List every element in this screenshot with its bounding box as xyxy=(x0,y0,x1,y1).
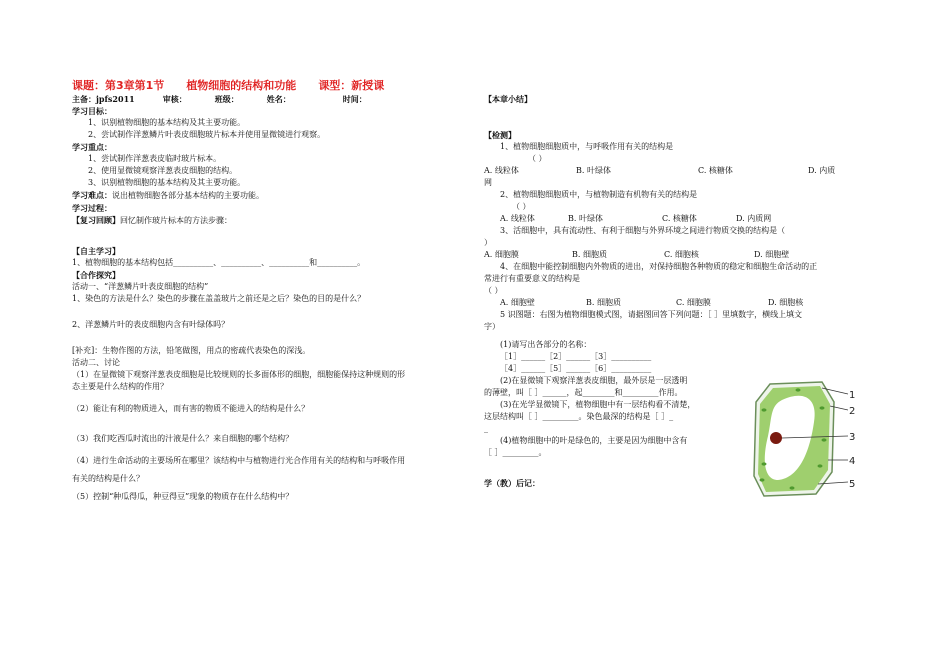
q5-part-2b: 的薄壁，叫［ ］______，起________和_________作用。 xyxy=(484,388,683,397)
q4-option-c: C. 细胞膜 xyxy=(676,298,711,307)
supplement-note: [补充]：生物作图的方法，铅笔做图，用点的密疏代表染色的深浅。 xyxy=(72,346,311,355)
difficulty-heading: 学习难点： xyxy=(72,190,112,200)
discussion-1b: 态主要是什么结构的作用？ xyxy=(72,382,168,391)
q5-part-3c: _ xyxy=(484,424,488,433)
q5-part-1: (1)请写出各部分的名称： xyxy=(500,340,592,349)
left-column xyxy=(72,79,452,503)
key-1: 1、尝试制作洋葱表皮临时玻片标本。 xyxy=(88,154,222,163)
page-title xyxy=(72,79,452,93)
q4-option-d: D. 细胞核 xyxy=(768,298,804,307)
test-heading: 【检测】 xyxy=(484,130,516,140)
discussion-3: （3）我们吃西瓜时流出的汁液是什么？来自细胞的哪个结构？ xyxy=(72,434,294,443)
plant-cell-diagram xyxy=(752,380,862,498)
activity-1-q1: 1、染色的方法是什么？染色的步骤在盖盖玻片之前还是之后？染色的目的是什么？ xyxy=(72,294,366,303)
test-q4-blank: （ ） xyxy=(484,286,503,295)
goal-1: 1、识别植物细胞的基本结构及其主要功能。 xyxy=(88,118,246,127)
difficulty-row xyxy=(72,189,452,202)
test-q5a: 5 识图题：右图为植物细胞模式图，请据图回答下列问题：［ ］里填数字，横线上填文 xyxy=(500,310,803,319)
title-lesson: 课题：第3章第1节 xyxy=(72,79,165,92)
q1-option-b: B. 叶绿体 xyxy=(576,166,611,175)
q5-part-4a: (4)植物细胞中的叶是绿色的，主要是因为细胞中含有 xyxy=(500,436,688,445)
process-heading: 学习过程： xyxy=(72,203,112,213)
discussion-4a: （4）进行生命活动的主要场所在哪里？该结构中与植物进行光合作用有关的结构和与呼吸作用 xyxy=(72,456,406,465)
q1-option-a: A. 线粒体 xyxy=(484,166,519,175)
review-heading: 【复习回顾】 xyxy=(72,215,120,225)
self-study-q1: 1、植物细胞的基本结构包括__________、__________、__________和__________。 xyxy=(72,258,366,267)
discussion-5: （5）控制“种瓜得瓜，种豆得豆”现象的物质存在什么结构中？ xyxy=(72,492,294,501)
afterword-heading: 学（教）后记： xyxy=(484,478,540,488)
meta-review: 审核： xyxy=(162,94,187,104)
discussion-1a: （1）在显微镜下观察洋葱表皮细胞是比较规则的长多面体形的细胞，细胞能保持这种规则的形 xyxy=(72,370,406,379)
q1-option-d: D. 内质 xyxy=(808,166,836,175)
activity-2: 活动二、讨论 xyxy=(72,358,120,367)
test-q3-options xyxy=(484,249,879,261)
discussion-4b: 有关的结构是什么？ xyxy=(72,474,144,483)
goals-heading: 学习目标： xyxy=(72,106,112,116)
q3-option-d: D. 细胞壁 xyxy=(754,250,790,259)
q5-part-2a: (2)在显微镜下观察洋葱表皮细胞，最外层是一层透明 xyxy=(500,376,688,385)
q2-option-a: A. 线粒体 xyxy=(500,214,535,223)
label-3: 3 xyxy=(849,432,856,443)
q2-option-c: C. 核糖体 xyxy=(662,214,697,223)
q3-option-c: C. 细胞核 xyxy=(664,250,699,259)
label-1: 1 xyxy=(849,390,856,401)
q2-option-b: B. 叶绿体 xyxy=(568,214,603,223)
summary-heading: 【本章小结】 xyxy=(484,94,532,104)
goal-2: 2、尝试制作洋葱鳞片叶表皮细胞玻片标本并使用显微镜进行观察。 xyxy=(88,130,326,139)
test-q4b: 常进行有重要意义的结构是 xyxy=(484,274,580,283)
label-2: 2 xyxy=(849,406,856,417)
q2-option-d: D. 内质网 xyxy=(736,214,772,223)
q4-option-b: B. 细胞质 xyxy=(586,298,621,307)
meta-name: 姓名： xyxy=(266,94,291,104)
test-q5b: 字） xyxy=(484,322,500,331)
q5-part-4b: ［ ］_________。 xyxy=(484,448,547,457)
test-q2-blank: （ ） xyxy=(512,202,531,211)
nucleus xyxy=(770,432,782,444)
coop-heading: 【合作探究】 xyxy=(72,270,120,280)
self-study-heading: 【自主学习】 xyxy=(72,246,120,256)
test-q1-blank: （ ） xyxy=(528,154,547,163)
q5-part-1-row1: ［1］______［2］______［3］__________ xyxy=(500,352,652,361)
test-q2-options xyxy=(484,213,879,225)
title-type: 课型：新授课 xyxy=(318,79,385,92)
test-q3: 3、活细胞中，具有流动性、有利于细胞与外界环境之间进行物质交换的结构是（ xyxy=(500,226,786,235)
q3-option-a: A. 细胞膜 xyxy=(484,250,519,259)
review-text: 回忆制作玻片标本的方法步骤： xyxy=(120,216,232,225)
q5-part-3a: (3)在光学显微镜下，植物细胞中有一层结构看不清楚， xyxy=(500,400,696,409)
q4-option-a: A. 细胞壁 xyxy=(500,298,535,307)
q5-part-3b: 这层结构叫［ ］_________。染色最深的结构是［ ］_ xyxy=(484,412,674,421)
q3-option-b: B. 细胞质 xyxy=(572,250,607,259)
review-row xyxy=(72,214,452,227)
meta-row xyxy=(72,93,452,105)
test-q3-tail: ） xyxy=(484,238,492,247)
label-4: 4 xyxy=(849,456,856,467)
q1-option-c: C. 核糖体 xyxy=(698,166,733,175)
test-q4-options xyxy=(484,297,879,309)
test-q2: 2、植物细胞细胞质中，与植物制造有机物有关的结构是 xyxy=(500,190,698,199)
q5-part-1-row2: ［4］______［5］______［6］__________ xyxy=(500,364,652,373)
meta-time: 时间： xyxy=(342,94,367,104)
key-2: 2、使用显微镜观察洋葱表皮细胞的结构。 xyxy=(88,166,238,175)
activity-1-q2: 2、洋葱鳞片叶的表皮细胞内含有叶绿体吗？ xyxy=(72,320,230,329)
test-q1: 1、植物细胞细胞质中，与呼吸作用有关的结构是 xyxy=(500,142,674,151)
test-q1-options xyxy=(484,165,879,177)
discussion-2: （2）能让有利的物质进入，而有害的物质不能进入的结构是什么？ xyxy=(72,404,310,413)
key-heading: 学习重点： xyxy=(72,142,112,152)
difficulty-text: 说出植物细胞各部分基本结构的主要功能。 xyxy=(112,191,264,200)
activity-1: 活动一、“洋葱鳞片叶表皮细胞的结构” xyxy=(72,282,209,291)
meta-author: 主备：jpfs2011 xyxy=(72,94,135,104)
test-q4a: 4、在细胞中能控制细胞内外物质的进出，对保持细胞各种物质的稳定和细胞生命活动的正 xyxy=(500,262,818,271)
label-5: 5 xyxy=(849,479,856,490)
test-q1-tail: 网 xyxy=(484,178,492,187)
meta-grade: 班级： xyxy=(214,94,239,104)
key-3: 3、识别植物细胞的基本结构及其主要功能。 xyxy=(88,178,246,187)
title-topic: 植物细胞的结构和功能 xyxy=(186,79,297,92)
